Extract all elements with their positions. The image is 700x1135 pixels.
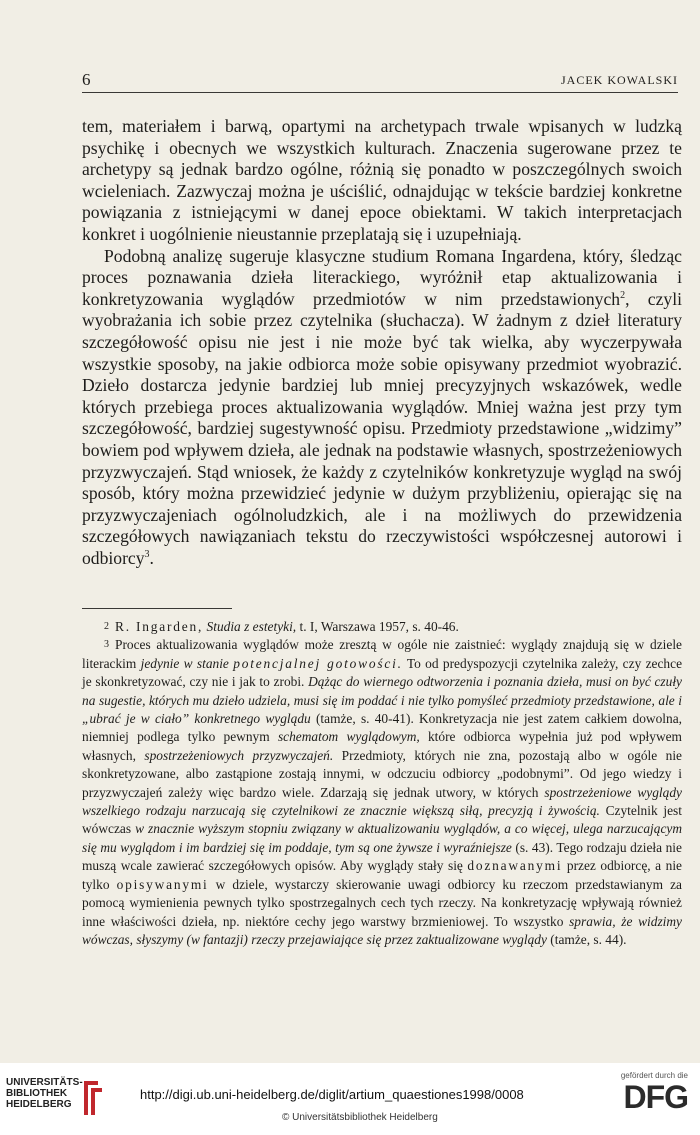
fn3-spaced-italic: potencjalnej gotowości. <box>233 655 403 671</box>
footnote-ref-2: 2 <box>620 289 626 301</box>
dfg-logo[interactable] <box>618 1071 688 1127</box>
fn3-spaced: doznawanymi <box>467 858 563 874</box>
library-name-line2: BIBLIOTHEK <box>6 1088 68 1099</box>
fn3-text: które odbiorca wypełnia już pod wpływem własnych, <box>82 729 682 763</box>
fn3-italic: schematom wyglądowym, <box>277 729 420 745</box>
page-header <box>82 70 678 93</box>
fn3-text: przez odbiorcę, a nie tylko <box>82 858 682 892</box>
funded-by-label: gefördert durch die <box>620 1071 688 1080</box>
footnote-2-number: 2 <box>104 621 109 632</box>
paragraph-1: tem, materiałem i barwą, opartymi na archetypach trwale wpisanych w ludzką psychikę i obecnych we wszystkich kulturach. Znaczenia sugerowane przez te archetypy są jednak bardzo ogólne, różnią się ponadto w poszczególnych swoich wcieleniach. Zazwyczaj można je uściślić, odnajdując w tekście bardziej konkretne powiązania z istniejącymi w danej epoce obiektami. W takich interpretacjach konkret i uogólnienie nieustannie przeplatają się i uzupełniają. <box>82 116 682 244</box>
fn3-text: (tamże, s. 40-41). Konkretyzacja nie jest zatem całkiem dowolna, niemniej podlega tylko pewnym <box>82 711 682 745</box>
paragraph-2 <box>82 246 682 570</box>
fn3-italic: spostrzeżeniowych przyzwyczajeń. <box>144 747 334 763</box>
fn3-spaced: opisywanymi <box>116 876 209 892</box>
dfg-wordmark: DFG <box>623 1079 688 1115</box>
footnote-2-rest: t. I, Warszawa 1957, s. 40-46. <box>299 619 459 634</box>
copyright-notice: © Universitätsbibliothek Heidelberg <box>282 1112 438 1123</box>
paragraph-2-end: . <box>149 547 154 568</box>
fn3-italic: Dążąc do wiernego odtworzenia i poznania dzieła, musi on być czuły na sugestie, których mu dzieło udziela, musi się im poddać i nie tylko pomyśleć przedmioty przedstawione, ale i „ubrać je w ciało” konkretnego wyglądu <box>82 674 682 727</box>
library-name-line3: HEIDELBERG <box>6 1099 72 1110</box>
library-mark-icon <box>80 1079 104 1117</box>
library-name <box>6 1077 83 1110</box>
fn3-text: Proces aktualizowania wyglądów może zresztą w ogóle nie zaistnieć: wyglądy znajdują się w dziele literackim <box>82 637 682 671</box>
fn3-text: (tamże, s. 44). <box>550 931 627 947</box>
library-logo[interactable] <box>6 1077 126 1121</box>
footnote-2-title: Studia z estetyki, <box>206 619 297 634</box>
fn3-italic: w znacznie wyższym stopniu związany w aktualizowaniu wyglądów, a co więcej, ulega narzucającym się mu wyglądom i im bardziej się im poddaje, tym są one żywsze i wyraźniejsze <box>82 821 682 855</box>
footnote-separator <box>82 608 232 609</box>
running-head: JACEK KOWALSKI <box>561 73 678 87</box>
footnote-ref-3: 3 <box>144 549 150 561</box>
fn3-italic: jedynie w stanie <box>140 655 229 671</box>
footnote-3-number: 3 <box>104 639 109 651</box>
fn3-italic: sprawia, że widzimy wówczas, słyszymy (w fantazji) rzeczy przejawiające się przez zaktualizowane wyglądy <box>82 913 682 947</box>
body-text <box>82 116 682 569</box>
fn3-text: w dziele, wystarczy skierowanie uwagi odbiorcy ku rzeczom przedstawianym za pomocą wymienienia pewnych tylko spostrzegalnych cech tych rzeczy. Na konkretyzację wpływają również inne właściwości dzieła, np. niektóre cechy jego warstwy brzmieniowej. To wszystko <box>82 876 682 929</box>
paragraph-2-part-a: Podobną analizę sugeruje klasyczne studium Romana Ingardena, który, śledząc proces poznawania dzieła literackiego, wyróżnił etap aktualizowania i konkretyzowania wyglądów przedmiotów w nim przedstawionych <box>82 245 682 309</box>
page-url-link[interactable]: http://digi.ub.uni-heidelberg.de/diglit/artium_quaestiones1998/0008 <box>140 1087 524 1102</box>
footnotes <box>82 618 682 949</box>
paragraph-2-part-b: , czyli wyobrażania ich sobie przez czytelnika (słuchacza). W żadnym z dzieł literatury szczegółowość opisu nie jest i nie może być tak wielka, aby wyczerpywała wszystkie sposoby, na jakie odbiorca może sobie opisywany przedmiot wyobrazić. Dzieło dostarcza jedynie bardziej lub mniej precyzyjnych wskazówek, wedle których przebiega proces aktualizowania wyglądów. Mniej ważna jest przy tym szczegółowość, bardziej sugestywność opisu. Przedmioty przedstawione „widzimy” bowiem pod wpływem dzieła, ale jednak na podstawie własnych, spostrzeżeniowych przyzwyczajeń. Stąd wniosek, że każdy z czytelników konkretyzuje wygląd na swój sposób, który można przewidzieć jedynie w dużym przybliżeniu, opierając się na przyzwyczajeniach ogólnoludzkich, ale i na możliwych do przewidzenia szczegółowych nawiązaniach tekstu do rzeczywistości współczesnej autorowi i odbiorcy <box>82 288 682 568</box>
fn3-text: Przedmioty, których nie zna, pozostają albo w ogóle nie skonkretyzowane, albo zastąpione zostają innymi, w odczuciu odbiorcy „podobnymi”. Od jego wiedzy i przyzwyczajeń zależy więc bardzo wiele. Zdarzają się jednak utwory, w których <box>82 747 682 800</box>
footnote-2-author: R. Ingarden, <box>115 619 204 634</box>
fn3-text: (s. 43). Tego rodzaju dzieła nie muszą wcale zawierać szczegółowych opisów. Aby wyglądy stały się <box>82 839 682 874</box>
fn3-text: Czytelnik jest wówczas <box>82 803 682 837</box>
digitization-footer <box>0 1063 700 1135</box>
fn3-italic: spostrzeżeniowe wyglądy wszelkiego rodzaju narzucają się czytelnikowi ze znacznie większą siłą, precyzją i żywością. <box>82 784 682 819</box>
footnote-2 <box>82 618 682 636</box>
library-name-line1: UNIVERSITÄTS- <box>6 1077 83 1088</box>
fn3-text: To od predyspozycji czytelnika zależy, czy zechce je skonkretyzować, czy nie i jak to zrobi. <box>82 655 683 690</box>
page-number: 6 <box>82 70 91 89</box>
footnote-3 <box>82 636 682 949</box>
